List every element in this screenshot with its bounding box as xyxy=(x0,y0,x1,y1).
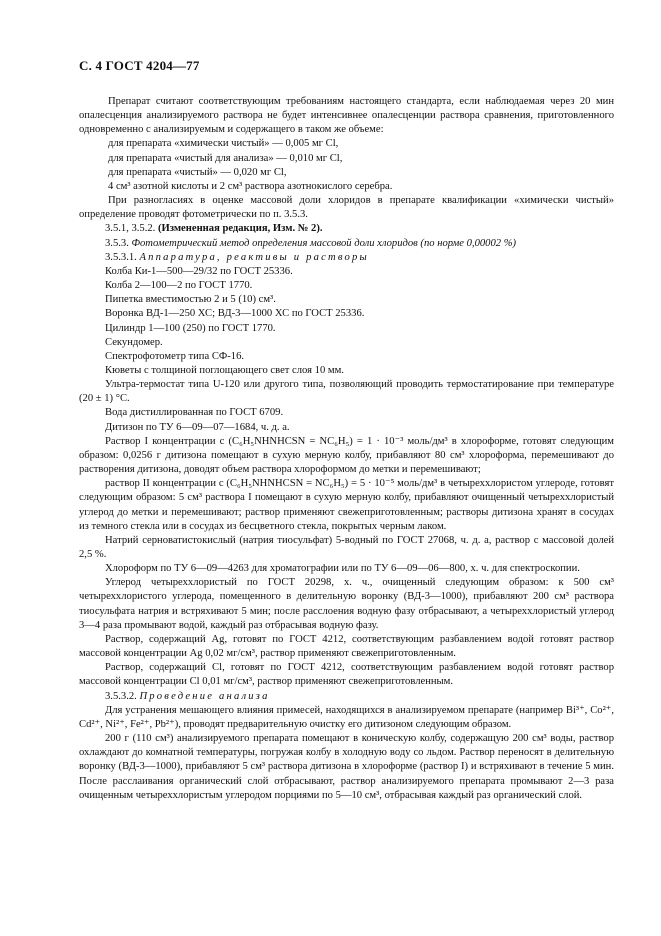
list-item: Пипетка вместимостью 2 и 5 (10) см³. xyxy=(105,294,276,306)
list-item: Спектрофотометр типа СФ-16. xyxy=(105,350,245,362)
list-item: Ультра-термостат типа U-120 или другого типа, позволяющий проводить термостатирование при температуре (20 ± 1) °C. xyxy=(79,379,614,405)
paragraph: 200 г (110 см³) анализируемого препарата помещают в коническую колбу, содержащую 200 см³ воды, раствор охлаждают до комнатной температуры, погружая колбу в холодную воду со льдом. Раствор переносят в делительную воронку (ВД-3—1000), прибавляют 5 см³ раствора дитизона в хлороформе (раствор I) и встряхивают в течение 5 мин. После расслаивания органический слой отбрасывают, раствор анализируемого препарата промывают 2—3 раза очищенным четыреххлористым углеродом порциями по 5—10 см³, отбрасывая каждый раз органический слой. xyxy=(79,733,614,801)
subsection-heading xyxy=(79,690,614,704)
list-item: Секундомер. xyxy=(105,336,163,348)
section-title: Фотометрический метод определения массовой доли хлоридов (по норме 0,00002 %) xyxy=(131,237,517,249)
section-heading xyxy=(79,237,614,251)
paragraph: Препарат считают соответствующим требованиям настоящего стандарта, если наблюдаемая через 20 мин опалесценция анализируемого раствора не будет интенсивнее опалесценции раствора сравнения, приготовленного одновременно с анализируемым и содержащего в таком же объеме: xyxy=(79,96,614,136)
clause-number: 3.5.3. xyxy=(105,237,132,249)
subsection-heading xyxy=(79,251,614,265)
paragraph: раствор II концентрации c (C₆H₅NHNHCSN = NC₆H₅) = 5 · 10⁻⁵ моль/дм³ в четыреххлористом углероде, готовят следующим образом: 5 см³ раствора I помещают в сухую мерную колбу, прибавляют очищенный четыреххлористый углерод до метки и перемешивают; раствор применяют свежеприготовленным; растворы дитизона хранят в сосудах из темного стекла или в сосудах из бесцветного стекла, покрытых черным лаком. xyxy=(79,478,614,532)
list-item: Воронка ВД-1—250 ХС; ВД-3—1000 ХС по ГОСТ 25336. xyxy=(105,308,365,320)
clause-number: 3.5.3.1. xyxy=(105,251,140,263)
paragraph: Углерод четыреххлористый по ГОСТ 20298, х. ч., очищенный следующим образом: к 500 см³ четыреххлористого углерода, помещенного в делительную воронку (ВД-3—1000), прибавляют 200 см³ раствора тиосульфата натрия и встряхивают 5 мин; после расслоения водную фазу отбрасывают, а четыреххлористый углерод 3—4 раза промывают водой, каждый раз отбрасывая водную фазу. xyxy=(79,577,614,631)
paragraph: Раствор, содержащий Ag, готовят по ГОСТ 4212, соответствующим разбавлением водой готовят раствор массовой концентрации Ag 0,02 мг/см³, раствор применяют свежеприготовленным. xyxy=(79,633,614,660)
paragraph: Натрий серноватистокислый (натрия тиосульфат) 5-водный по ГОСТ 27068, ч. д. а, раствор с массовой долей 2,5 %. xyxy=(79,534,614,560)
paragraph: для препарата «чистый» — 0,020 мг Cl, xyxy=(108,166,287,178)
paragraph: Раствор, содержащий Cl, готовят по ГОСТ 4212, соответствующим разбавлением водой готовят раствор массовой концентрации Cl 0,01 мг/см³, раствор применяют свежеприготовленным. xyxy=(79,662,614,688)
list-item: Колба Ки-1—500—29/32 по ГОСТ 25336. xyxy=(105,265,293,277)
paragraph: Для устранения мешающего влияния примесей, находящихся в анализируемом препарате (например Bi³⁺, Co²⁺, Cd²⁺, Ni²⁺, Fe²⁺, Pb²⁺), проводят предварительную очистку его дитизоном следующим образом. xyxy=(79,704,614,730)
clause-number: 3.5.1, 3.5.2. xyxy=(105,223,158,235)
paragraph: Хлороформ по ТУ 6—09—4263 для хроматографии или по ТУ 6—09—06—800, х. ч. для спектроскопии. xyxy=(105,563,580,575)
paragraph: для препарата «чистый для анализа» — 0,010 мг Cl, xyxy=(108,152,343,164)
subsection-title: Проведение анализа xyxy=(139,690,270,702)
paragraph: При разногласиях в оценке массовой доли хлоридов в препарате квалификации «химически чистый» определение проводят фотометрически по п. 3.5.3. xyxy=(79,195,614,221)
clause-number: 3.5.3.2. xyxy=(105,690,140,702)
page-header: С. 4 ГОСТ 4204—77 xyxy=(79,58,200,73)
paragraph: для препарата «химически чистый» — 0,005 мг Cl, xyxy=(108,138,339,150)
list-item: Кюветы с толщиной поглощающего свет слоя 10 мм. xyxy=(105,364,344,376)
list-item: Цилиндр 1—100 (250) по ГОСТ 1770. xyxy=(105,322,276,334)
list-item: Колба 2—100—2 по ГОСТ 1770. xyxy=(105,280,253,292)
document-body xyxy=(79,95,614,803)
amendment-text: (Измененная редакция, Изм. № 2). xyxy=(157,223,323,235)
list-item: Дитизон по ТУ 6—09—07—1684, ч. д. а. xyxy=(105,421,290,433)
paragraph: 4 см³ азотной кислоты и 2 см³ раствора азотнокислого серебра. xyxy=(108,180,393,192)
subsection-title: Аппаратура, реактивы и растворы xyxy=(139,251,369,263)
list-item: Вода дистиллированная по ГОСТ 6709. xyxy=(105,407,284,419)
amendment-note xyxy=(79,222,614,236)
paragraph: Раствор I концентрации c (C₆H₅NHNHCSN = NC₆H₅) = 1 · 10⁻³ моль/дм³ в хлороформе, готовят следующим образом: 0,0256 г дитизона помещают в сухую мерную колбу, прибавляют 80 см³ хлороформа, перемешивают до растворения дитизона, доводят объем раствора хлороформом до метки и перемешивают; xyxy=(79,435,614,476)
